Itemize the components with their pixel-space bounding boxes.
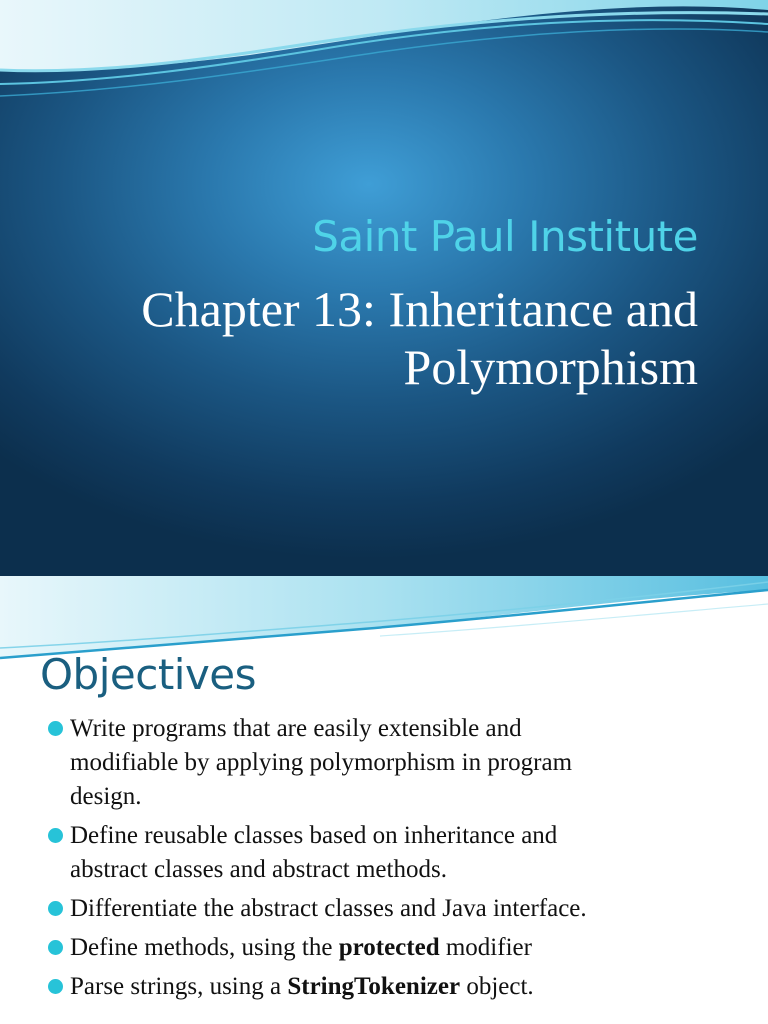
list-item: Define reusable classes based on inheritance and abstract classes and abstract methods. <box>46 819 746 887</box>
subtitle-line-2: Polymorphism <box>403 339 698 395</box>
objectives-list <box>46 712 746 1009</box>
keyword-protected: protected <box>338 934 440 961</box>
bullet-dot-icon <box>48 940 63 955</box>
keyword-stringtokenizer: StringTokenizer <box>287 973 461 1000</box>
objectives-slide <box>0 576 768 1024</box>
objectives-heading: Objectives <box>40 650 257 699</box>
subtitle-line-1: Chapter 13: Inheritance and <box>141 281 698 337</box>
list-item: Differentiate the abstract classes and Java interface. <box>46 892 746 926</box>
bullet-dot-icon <box>48 901 63 916</box>
bullet-dot-icon <box>48 979 63 994</box>
list-item: Parse strings, using a StringTokenizer object. <box>46 970 746 1004</box>
list-item: Write programs that are easily extensible and modifiable by applying polymorphism in program design. <box>46 712 746 814</box>
bullet-dot-icon <box>48 721 63 736</box>
bullet-dot-icon <box>48 828 63 843</box>
presentation-title: Saint Paul Institute <box>312 212 698 261</box>
presentation-subtitle <box>58 280 698 396</box>
list-item: Define methods, using the protected modifier <box>46 931 746 965</box>
